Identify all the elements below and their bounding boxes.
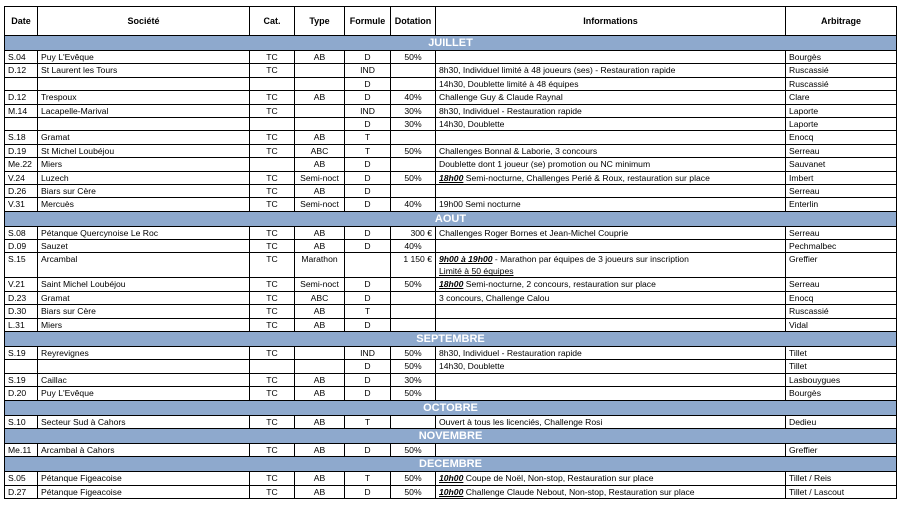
- cell-formule: [345, 253, 391, 278]
- cell-info: [436, 278, 786, 291]
- cell-info: Ouvert à tous les licenciés, Challenge Rosi: [436, 415, 786, 428]
- cell-formule: D: [345, 278, 391, 291]
- cell-type: AB: [295, 51, 345, 64]
- cell-arbitrage: Sauvanet: [786, 158, 897, 171]
- cell-arbitrage: Serreau: [786, 278, 897, 291]
- cell-cat: TC: [250, 91, 295, 104]
- cell-type: AB: [295, 184, 345, 197]
- cell-date: S.18: [5, 131, 38, 144]
- table-row: [5, 305, 897, 318]
- cell-cat: TC: [250, 240, 295, 253]
- cell-societe: Gramat: [38, 291, 250, 304]
- col-arbitrage: Arbitrage: [786, 7, 897, 36]
- cell-cat: TC: [250, 443, 295, 456]
- cell-dotation: 40%: [391, 240, 436, 253]
- info-text: Coupe de Noël, Non-stop, Restauration sur place: [463, 473, 654, 484]
- cell-societe: Pétanque Figeacoise: [38, 485, 250, 498]
- cell-cat: TC: [250, 184, 295, 197]
- cell-type: [295, 64, 345, 77]
- cell-formule: D: [345, 373, 391, 386]
- cell-formule: D: [345, 443, 391, 456]
- table-row: [5, 485, 897, 498]
- info-time: 10h00: [439, 486, 464, 497]
- info-time: 10h00: [439, 473, 464, 484]
- cell-dotation: 50%: [391, 472, 436, 485]
- cell-type: AB: [295, 415, 345, 428]
- cell-dotation: 50%: [391, 360, 436, 373]
- cell-societe: Arcambal: [38, 253, 250, 278]
- cell-cat: TC: [250, 51, 295, 64]
- cell-type: [295, 104, 345, 117]
- cell-type: AB: [295, 318, 345, 331]
- cell-societe: Caillac: [38, 373, 250, 386]
- cell-arbitrage: Ruscassié: [786, 77, 897, 90]
- cell-arbitrage: Clare: [786, 91, 897, 104]
- cell-dotation: 50%: [391, 51, 436, 64]
- table-row: [5, 184, 897, 197]
- cell-date: D.30: [5, 305, 38, 318]
- cell-societe: Sauzet: [38, 240, 250, 253]
- month-row-octobre: [5, 400, 897, 415]
- cell-info: [436, 240, 786, 253]
- cell-type: AB: [295, 305, 345, 318]
- cell-type: Semi-noct: [295, 278, 345, 291]
- table-row: [5, 278, 897, 291]
- info-text: Semi-nocturne, 2 concours, restauration sur place: [463, 279, 656, 290]
- cell-arbitrage: Enocq: [786, 131, 897, 144]
- cell-societe: Reyrevignes: [38, 347, 250, 360]
- col-cat: Cat.: [250, 7, 295, 36]
- cell-arbitrage: Tillet / Reis: [786, 472, 897, 485]
- cell-formule: D: [345, 291, 391, 304]
- month-row-septembre: [5, 332, 897, 347]
- table-row: [5, 91, 897, 104]
- table-row: [5, 158, 897, 171]
- cell-date: D.12: [5, 91, 38, 104]
- cell-arbitrage: Dedieu: [786, 415, 897, 428]
- table-row: [5, 104, 897, 117]
- col-informations: Informations: [436, 7, 786, 36]
- table-row: [5, 318, 897, 331]
- cell-arbitrage: Enocq: [786, 291, 897, 304]
- cell-formule: D: [345, 485, 391, 498]
- cell-cat: TC: [250, 347, 295, 360]
- cell-societe: Pétanque Figeacoise: [38, 472, 250, 485]
- cell-arbitrage: Laporte: [786, 117, 897, 130]
- cell-societe: Trespoux: [38, 91, 250, 104]
- cell-date: S.04: [5, 51, 38, 64]
- info-text: Challenge Claude Nebout, Non-stop, Restauration sur place: [463, 486, 695, 497]
- cell-type: Semi-noct: [295, 198, 345, 211]
- col-dotation: Dotation: [391, 7, 436, 36]
- info-text: - Marathon par équipes de 3 joueurs sur inscription: [492, 254, 689, 265]
- cell-info: 8h30, Individuel - Restauration rapide: [436, 104, 786, 117]
- month-label: NOVEMBRE: [5, 428, 897, 443]
- cell-societe: St Laurent les Tours: [38, 64, 250, 77]
- cell-info: [436, 131, 786, 144]
- cell-cat: TC: [250, 291, 295, 304]
- cell-dotation: 1 150 €: [391, 253, 436, 278]
- cell-cat: TC: [250, 171, 295, 184]
- cell-dotation: 50%: [391, 485, 436, 498]
- cell-info: [436, 472, 786, 485]
- cell-date: S.10: [5, 415, 38, 428]
- cell-arbitrage: Imbert: [786, 171, 897, 184]
- cell-type: AB: [295, 131, 345, 144]
- cell-type: Semi-noct: [295, 171, 345, 184]
- cell-dotation: 50%: [391, 347, 436, 360]
- cell-formule: D: [345, 171, 391, 184]
- cell-cat: [250, 158, 295, 171]
- cell-societe: Arcambal à Cahors: [38, 443, 250, 456]
- cell-arbitrage: Serreau: [786, 144, 897, 157]
- cell-date: Me.11: [5, 443, 38, 456]
- cell-dotation: [391, 415, 436, 428]
- cell-cat: TC: [250, 144, 295, 157]
- cell-formule: IND: [345, 347, 391, 360]
- cell-arbitrage: Pechmalbec: [786, 240, 897, 253]
- cell-formule: IND: [345, 104, 391, 117]
- cell-date: D.09: [5, 240, 38, 253]
- cell-date: L.31: [5, 318, 38, 331]
- cell-info: [436, 485, 786, 498]
- cell-arbitrage: Greffier: [786, 443, 897, 456]
- cell-dotation: [391, 305, 436, 318]
- cell-date: V.24: [5, 171, 38, 184]
- info-text: Semi-nocturne, Challenges Perié & Roux, restauration sur place: [463, 172, 710, 183]
- cell-societe: Pétanque Quercynoise Le Roc: [38, 226, 250, 239]
- cell-formule: D: [345, 184, 391, 197]
- cell-dotation: 50%: [391, 387, 436, 400]
- cell-formule: IND: [345, 64, 391, 77]
- cell-dotation: 30%: [391, 104, 436, 117]
- cell-cat: TC: [250, 472, 295, 485]
- cell-info: 14h30, Doublette: [436, 360, 786, 373]
- cell-cat: TC: [250, 387, 295, 400]
- cell-type: AB: [295, 373, 345, 386]
- cell-societe: Puy L'Evêque: [38, 51, 250, 64]
- cell-type: ABC: [295, 291, 345, 304]
- cell-type: AB: [295, 443, 345, 456]
- table-row: [5, 253, 897, 278]
- cell-info: [436, 387, 786, 400]
- cell-formule: D: [345, 91, 391, 104]
- cell-date: M.14: [5, 104, 38, 117]
- cell-formule: D: [345, 240, 391, 253]
- cell-type: AB: [295, 226, 345, 239]
- cell-info: Challenges Bonnal & Laborie, 3 concours: [436, 144, 786, 157]
- cell-cat: TC: [250, 104, 295, 117]
- cell-cat: TC: [250, 253, 295, 278]
- table-row: [5, 415, 897, 428]
- cell-date: D.26: [5, 184, 38, 197]
- cell-arbitrage: Vidal: [786, 318, 897, 331]
- cell-date: S.15: [5, 253, 38, 278]
- cell-info: Challenge Guy & Claude Raynal: [436, 91, 786, 104]
- cell-formule: T: [345, 144, 391, 157]
- table-row: [5, 171, 897, 184]
- cell-dotation: 50%: [391, 443, 436, 456]
- cell-type: AB: [295, 387, 345, 400]
- cell-societe: Biars sur Cère: [38, 305, 250, 318]
- cell-dotation: [391, 184, 436, 197]
- info-time: 9h00 à 19h00: [439, 254, 493, 265]
- cell-dotation: [391, 291, 436, 304]
- col-type: Type: [295, 7, 345, 36]
- cell-date: V.31: [5, 198, 38, 211]
- cell-date: S.19: [5, 347, 38, 360]
- table-row: [5, 131, 897, 144]
- cell-arbitrage: Bourgès: [786, 387, 897, 400]
- cell-info: [436, 305, 786, 318]
- cell-cat: TC: [250, 198, 295, 211]
- cell-info: 8h30, Individuel limité à 48 joueurs (ses) - Restauration rapide: [436, 64, 786, 77]
- cell-arbitrage: Enterlin: [786, 198, 897, 211]
- cell-info: 14h30, Doublette: [436, 117, 786, 130]
- cell-dotation: [391, 318, 436, 331]
- cell-date: D.27: [5, 485, 38, 498]
- cell-dotation: 300 €: [391, 226, 436, 239]
- cell-arbitrage: Laporte: [786, 104, 897, 117]
- table-row: [5, 77, 897, 90]
- cell-cat: TC: [250, 415, 295, 428]
- cell-date: S.19: [5, 373, 38, 386]
- cell-dotation: 40%: [391, 91, 436, 104]
- table-row: [5, 443, 897, 456]
- month-row-aout: [5, 211, 897, 226]
- cell-societe: Puy L'Evêque: [38, 387, 250, 400]
- cell-societe: Biars sur Cère: [38, 184, 250, 197]
- cell-formule: T: [345, 305, 391, 318]
- table-row: [5, 347, 897, 360]
- cell-type: AB: [295, 472, 345, 485]
- table-row: [5, 291, 897, 304]
- cell-date: V.21: [5, 278, 38, 291]
- cell-cat: TC: [250, 64, 295, 77]
- cell-arbitrage: Tillet / Lascout: [786, 485, 897, 498]
- cell-formule: D: [345, 198, 391, 211]
- cell-info: [436, 443, 786, 456]
- cell-cat: TC: [250, 485, 295, 498]
- cell-date: D.12: [5, 64, 38, 77]
- cell-societe: Saint Michel Loubéjou: [38, 278, 250, 291]
- cell-arbitrage: Tillet: [786, 347, 897, 360]
- cell-info: [436, 171, 786, 184]
- cell-formule: T: [345, 472, 391, 485]
- info-time: 18h00: [439, 172, 464, 183]
- cell-arbitrage: Bourgès: [786, 51, 897, 64]
- cell-date: D.20: [5, 387, 38, 400]
- cell-cat: TC: [250, 318, 295, 331]
- cell-cat: TC: [250, 131, 295, 144]
- cell-formule: D: [345, 117, 391, 130]
- header-row: [5, 7, 897, 36]
- month-label: SEPTEMBRE: [5, 332, 897, 347]
- cell-info: Challenges Roger Bornes et Jean-Michel Couprie: [436, 226, 786, 239]
- cell-info: [436, 253, 786, 278]
- cell-info: [436, 318, 786, 331]
- cell-date: D.19: [5, 144, 38, 157]
- cell-formule: D: [345, 51, 391, 64]
- cell-formule: T: [345, 131, 391, 144]
- cell-dotation: 40%: [391, 198, 436, 211]
- table-row: [5, 117, 897, 130]
- cell-societe: Gramat: [38, 131, 250, 144]
- table-row: [5, 387, 897, 400]
- cell-arbitrage: Serreau: [786, 184, 897, 197]
- table-row: [5, 144, 897, 157]
- cell-dotation: 30%: [391, 117, 436, 130]
- cell-info: 3 concours, Challenge Calou: [436, 291, 786, 304]
- table-row: [5, 240, 897, 253]
- month-label: JUILLET: [5, 36, 897, 51]
- cell-type: Marathon: [295, 253, 345, 278]
- cell-dotation: 30%: [391, 373, 436, 386]
- cell-societe: Miers: [38, 158, 250, 171]
- cell-info: 14h30, Doublette limité à 48 équipes: [436, 77, 786, 90]
- info-time: 18h00: [439, 279, 464, 290]
- cell-formule: D: [345, 360, 391, 373]
- cell-dotation: 50%: [391, 171, 436, 184]
- cell-formule: D: [345, 318, 391, 331]
- table-row: [5, 360, 897, 373]
- table-row: [5, 472, 897, 485]
- cell-type: AB: [295, 240, 345, 253]
- cell-info: Doublette dont 1 joueur (se) promotion ou NC minimum: [436, 158, 786, 171]
- cell-cat: TC: [250, 305, 295, 318]
- table-row: [5, 373, 897, 386]
- month-label: AOUT: [5, 211, 897, 226]
- month-row-novembre: [5, 428, 897, 443]
- cell-type: AB: [295, 158, 345, 171]
- col-formule: Formule: [345, 7, 391, 36]
- cell-societe: St Michel Loubéjou: [38, 144, 250, 157]
- cell-type: AB: [295, 485, 345, 498]
- table-row: [5, 198, 897, 211]
- cell-date: S.05: [5, 472, 38, 485]
- cell-cat: TC: [250, 278, 295, 291]
- cell-info: [436, 184, 786, 197]
- cell-societe: Secteur Sud à Cahors: [38, 415, 250, 428]
- cell-dotation: [391, 64, 436, 77]
- table-row: [5, 51, 897, 64]
- cell-type: ABC: [295, 144, 345, 157]
- month-row-decembre: [5, 457, 897, 472]
- cell-arbitrage: Ruscassié: [786, 64, 897, 77]
- cell-arbitrage: Greffier: [786, 253, 897, 278]
- month-row-juillet: [5, 36, 897, 51]
- cell-formule: T: [345, 415, 391, 428]
- month-label: OCTOBRE: [5, 400, 897, 415]
- cell-dotation: 50%: [391, 278, 436, 291]
- cell-arbitrage: Lasbouygues: [786, 373, 897, 386]
- info-text-2: Limité à 50 équipes: [439, 266, 514, 277]
- cell-societe: Lacapelle-Marival: [38, 104, 250, 117]
- cell-info: [436, 373, 786, 386]
- month-label: DECEMBRE: [5, 457, 897, 472]
- col-date: Date: [5, 7, 38, 36]
- cell-cat: TC: [250, 226, 295, 239]
- cell-date: S.08: [5, 226, 38, 239]
- cell-arbitrage: Tillet: [786, 360, 897, 373]
- table-row: [5, 226, 897, 239]
- cell-formule: D: [345, 226, 391, 239]
- cell-formule: D: [345, 77, 391, 90]
- cell-formule: D: [345, 158, 391, 171]
- cell-arbitrage: Ruscassié: [786, 305, 897, 318]
- cell-dotation: [391, 131, 436, 144]
- cell-societe: Mercuès: [38, 198, 250, 211]
- table-row: [5, 64, 897, 77]
- cell-dotation: 50%: [391, 144, 436, 157]
- cell-type: AB: [295, 91, 345, 104]
- cell-dotation: [391, 158, 436, 171]
- cell-societe: Miers: [38, 318, 250, 331]
- cell-type: [295, 347, 345, 360]
- cell-date: Me.22: [5, 158, 38, 171]
- cell-cat: TC: [250, 373, 295, 386]
- cell-formule: D: [345, 387, 391, 400]
- calendar-table: [4, 6, 897, 499]
- cell-info: 8h30, Individuel - Restauration rapide: [436, 347, 786, 360]
- col-societe: Société: [38, 7, 250, 36]
- cell-societe: Luzech: [38, 171, 250, 184]
- cell-info: 19h00 Semi nocturne: [436, 198, 786, 211]
- cell-info: [436, 51, 786, 64]
- cell-arbitrage: Serreau: [786, 226, 897, 239]
- cell-date: D.23: [5, 291, 38, 304]
